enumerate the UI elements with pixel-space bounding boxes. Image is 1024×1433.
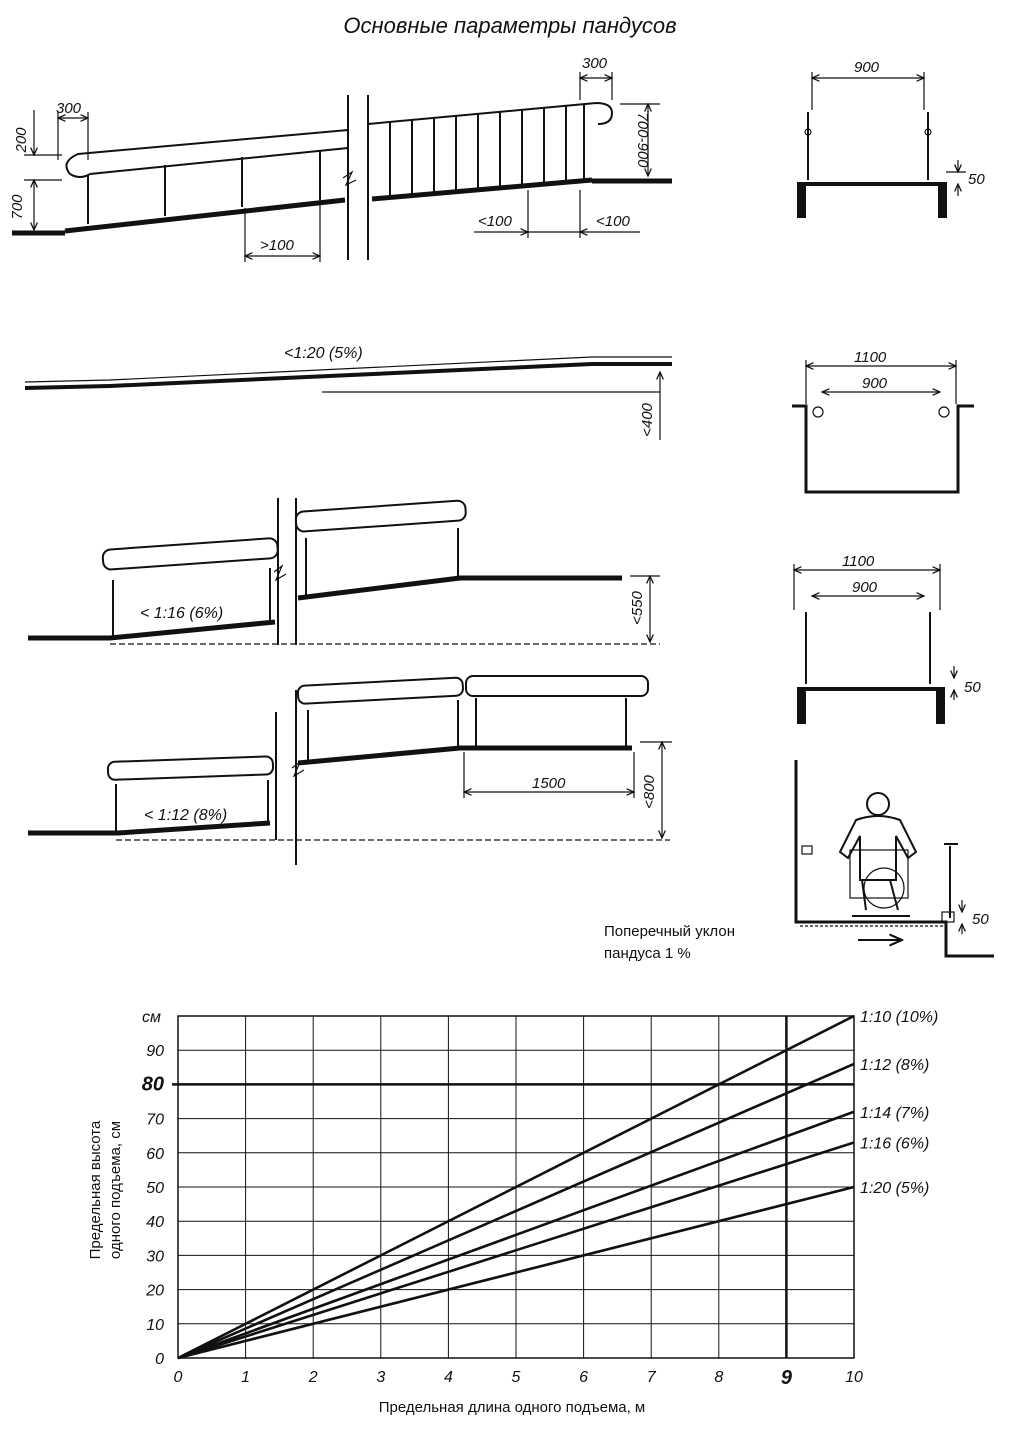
section-trough (792, 349, 974, 492)
ramp-height-length-chart (87, 1009, 938, 1416)
y-axis-unit: см (142, 1009, 161, 1026)
ramp-6-percent (28, 498, 660, 645)
y-axis-label-line1: Предельная высота (87, 1120, 104, 1260)
section3-dim-1100: 1100 (842, 553, 875, 570)
dim-lt100-a: <100 (478, 213, 512, 230)
x-tick-8: 8 (714, 1369, 724, 1386)
dim-gt100: >100 (260, 237, 294, 254)
section-handrail-wall (794, 553, 981, 724)
slope-label-6: < 1:16 (6%) (140, 605, 224, 622)
y-tick-30: 30 (146, 1248, 164, 1266)
chart-series (178, 1009, 938, 1358)
page-title: Основные параметры пандусов (343, 13, 677, 38)
x-tick-7: 7 (646, 1369, 656, 1386)
slope-label-5: <1:20 (5%) (284, 345, 363, 362)
dim-300-left: 300 (56, 100, 82, 117)
series-label-4: 1:20 (5%) (860, 1180, 930, 1197)
section4-dim-50: 50 (972, 911, 989, 928)
cross-slope-note-line1: Поперечный уклон (604, 923, 735, 940)
section3-dim-50: 50 (964, 679, 981, 696)
y-tick-70: 70 (146, 1111, 164, 1129)
series-label-2: 1:14 (7%) (860, 1104, 930, 1122)
x-tick-9: 9 (780, 1367, 792, 1389)
y-tick-20: 20 (146, 1282, 164, 1300)
dim-lt100-b: <100 (596, 213, 630, 230)
section-curb-50 (798, 59, 985, 218)
y-tick-50: 50 (146, 1180, 164, 1197)
dim-lt550: <550 (629, 591, 646, 625)
dim-lt800: <800 (641, 775, 658, 809)
series-label-0: 1:10 (10%) (860, 1009, 939, 1026)
x-tick-5: 5 (511, 1369, 521, 1386)
x-tick-1: 1 (241, 1369, 251, 1386)
x-tick-0: 0 (173, 1369, 183, 1386)
x-tick-3: 3 (376, 1369, 386, 1386)
y-axis-label-line2: одного подъема, см (107, 1120, 124, 1260)
x-tick-6: 6 (579, 1369, 589, 1386)
x-tick-2: 2 (308, 1369, 318, 1386)
dim-700-900: 700-900 (634, 112, 651, 168)
dim-300-top: 300 (582, 55, 608, 72)
section2-dim-1100: 1100 (854, 349, 887, 366)
ramp-5-percent (25, 345, 672, 440)
dim-200: 200 (13, 127, 30, 153)
slope-label-8: < 1:12 (8%) (144, 807, 228, 824)
y-tick-80: 80 (141, 1073, 164, 1096)
wheelchair-user-icon (840, 793, 916, 916)
ramp-8-percent (28, 676, 672, 865)
y-tick-60: 60 (146, 1145, 164, 1163)
series-label-1: 1:12 (8%) (860, 1056, 930, 1074)
section1-dim-50: 50 (968, 171, 985, 188)
cross-slope-note-line2: пандуса 1 % (604, 945, 691, 962)
y-tick-0: 0 (155, 1351, 164, 1368)
section3-dim-900: 900 (852, 579, 878, 596)
series-label-3: 1:16 (6%) (860, 1135, 930, 1153)
ramp-handrail-detail (9, 55, 672, 262)
x-tick-4: 4 (443, 1369, 453, 1386)
section2-dim-900: 900 (862, 375, 888, 392)
x-tick-10: 10 (845, 1369, 863, 1386)
dim-lt400: <400 (639, 403, 656, 437)
section1-dim-900: 900 (854, 59, 880, 76)
dim-700: 700 (9, 194, 26, 220)
y-tick-90: 90 (146, 1043, 164, 1061)
y-tick-10: 10 (146, 1316, 164, 1334)
dim-1500: 1500 (532, 775, 566, 792)
y-tick-40: 40 (146, 1214, 164, 1232)
x-axis-label: Предельная длина одного подъема, м (378, 1399, 646, 1416)
